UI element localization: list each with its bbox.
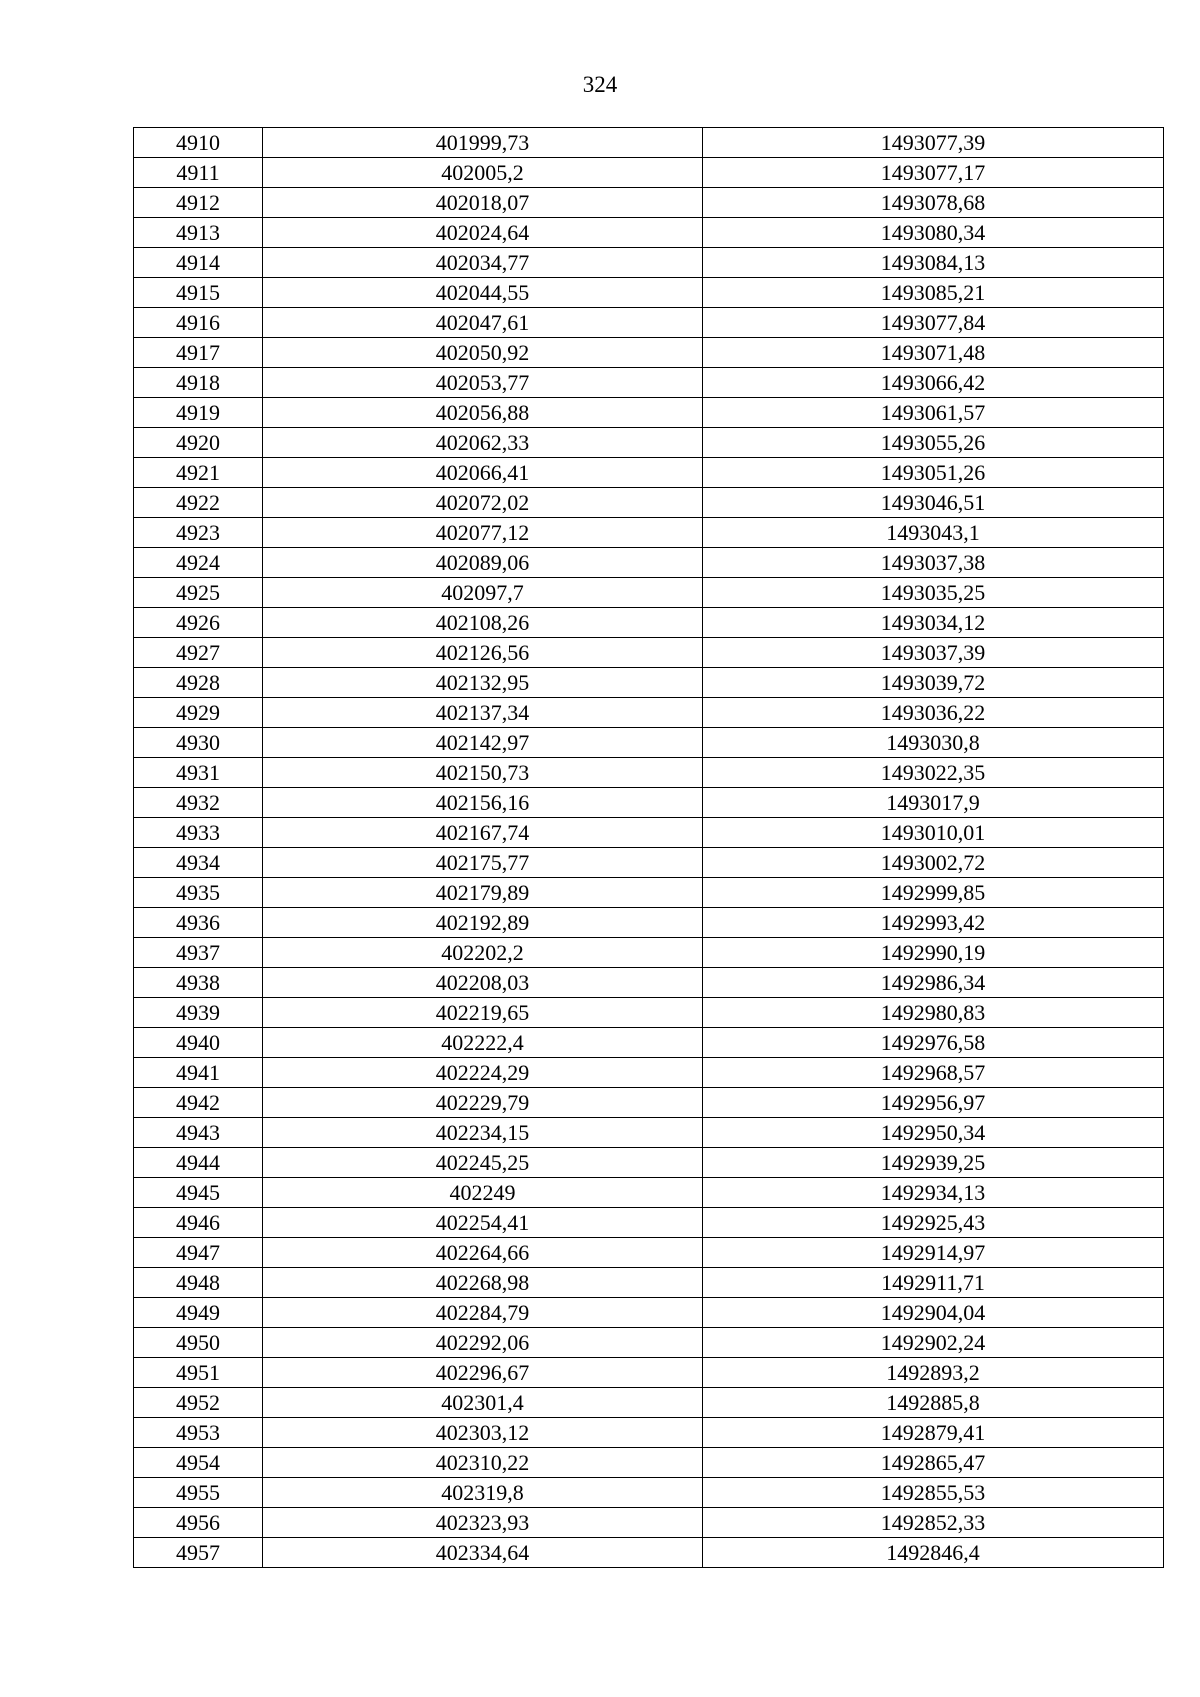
x-coordinate-cell: 402303,12	[263, 1418, 703, 1448]
x-coordinate-cell: 402224,29	[263, 1058, 703, 1088]
x-coordinate-cell: 402132,95	[263, 668, 703, 698]
table-row	[134, 1478, 1164, 1508]
point-number-cell: 4930	[134, 728, 263, 758]
y-coordinate-cell: 1492855,53	[703, 1478, 1164, 1508]
point-number-cell: 4911	[134, 158, 263, 188]
point-number-cell: 4941	[134, 1058, 263, 1088]
y-coordinate-cell: 1493071,48	[703, 338, 1164, 368]
y-coordinate-cell: 1493036,22	[703, 698, 1164, 728]
y-coordinate-cell: 1492879,41	[703, 1418, 1164, 1448]
table-row	[134, 1358, 1164, 1388]
point-number-cell: 4915	[134, 278, 263, 308]
point-number-cell: 4924	[134, 548, 263, 578]
x-coordinate-cell: 402245,25	[263, 1148, 703, 1178]
y-coordinate-cell: 1492986,34	[703, 968, 1164, 998]
x-coordinate-cell: 402126,56	[263, 638, 703, 668]
point-number-cell: 4944	[134, 1148, 263, 1178]
point-number-cell: 4920	[134, 428, 263, 458]
point-number-cell: 4922	[134, 488, 263, 518]
x-coordinate-cell: 402050,92	[263, 338, 703, 368]
point-number-cell: 4913	[134, 218, 263, 248]
point-number-cell: 4923	[134, 518, 263, 548]
table-row	[134, 638, 1164, 668]
y-coordinate-cell: 1493037,39	[703, 638, 1164, 668]
x-coordinate-cell: 402249	[263, 1178, 703, 1208]
point-number-cell: 4946	[134, 1208, 263, 1238]
y-coordinate-cell: 1492968,57	[703, 1058, 1164, 1088]
point-number-cell: 4937	[134, 938, 263, 968]
x-coordinate-cell: 401999,73	[263, 128, 703, 158]
table-row	[134, 248, 1164, 278]
point-number-cell: 4931	[134, 758, 263, 788]
point-number-cell: 4936	[134, 908, 263, 938]
y-coordinate-cell: 1493039,72	[703, 668, 1164, 698]
table-row	[134, 338, 1164, 368]
y-coordinate-cell: 1493080,34	[703, 218, 1164, 248]
table-row	[134, 1058, 1164, 1088]
x-coordinate-cell: 402044,55	[263, 278, 703, 308]
x-coordinate-cell: 402066,41	[263, 458, 703, 488]
point-number-cell: 4928	[134, 668, 263, 698]
point-number-cell: 4938	[134, 968, 263, 998]
y-coordinate-cell: 1492993,42	[703, 908, 1164, 938]
table-row	[134, 1148, 1164, 1178]
y-coordinate-cell: 1493022,35	[703, 758, 1164, 788]
table-row	[134, 1238, 1164, 1268]
table-row	[134, 518, 1164, 548]
table-row	[134, 488, 1164, 518]
point-number-cell: 4927	[134, 638, 263, 668]
table-row	[134, 698, 1164, 728]
point-number-cell: 4914	[134, 248, 263, 278]
x-coordinate-cell: 402296,67	[263, 1358, 703, 1388]
page-number: 324	[582, 72, 618, 97]
y-coordinate-cell: 1492914,97	[703, 1238, 1164, 1268]
x-coordinate-cell: 402024,64	[263, 218, 703, 248]
x-coordinate-cell: 402077,12	[263, 518, 703, 548]
point-number-cell: 4926	[134, 608, 263, 638]
table-row	[134, 1298, 1164, 1328]
table-row	[134, 428, 1164, 458]
x-coordinate-cell: 402208,03	[263, 968, 703, 998]
y-coordinate-cell: 1493002,72	[703, 848, 1164, 878]
y-coordinate-cell: 1493077,84	[703, 308, 1164, 338]
table-row	[134, 1418, 1164, 1448]
point-number-cell: 4929	[134, 698, 263, 728]
point-number-cell: 4935	[134, 878, 263, 908]
y-coordinate-cell: 1493084,13	[703, 248, 1164, 278]
y-coordinate-cell: 1493017,9	[703, 788, 1164, 818]
table-row	[134, 758, 1164, 788]
x-coordinate-cell: 402234,15	[263, 1118, 703, 1148]
point-number-cell: 4943	[134, 1118, 263, 1148]
y-coordinate-cell: 1492904,04	[703, 1298, 1164, 1328]
point-number-cell: 4947	[134, 1238, 263, 1268]
table-row	[134, 818, 1164, 848]
y-coordinate-cell: 1492902,24	[703, 1328, 1164, 1358]
table-row	[134, 908, 1164, 938]
x-coordinate-cell: 402142,97	[263, 728, 703, 758]
table-row	[134, 1118, 1164, 1148]
x-coordinate-cell: 402229,79	[263, 1088, 703, 1118]
table-row	[134, 368, 1164, 398]
point-number-cell: 4952	[134, 1388, 263, 1418]
table-row	[134, 398, 1164, 428]
point-number-cell: 4919	[134, 398, 263, 428]
point-number-cell: 4948	[134, 1268, 263, 1298]
point-number-cell: 4934	[134, 848, 263, 878]
x-coordinate-cell: 402156,16	[263, 788, 703, 818]
table-row	[134, 608, 1164, 638]
y-coordinate-cell: 1493055,26	[703, 428, 1164, 458]
y-coordinate-cell: 1492950,34	[703, 1118, 1164, 1148]
y-coordinate-cell: 1492939,25	[703, 1148, 1164, 1178]
y-coordinate-cell: 1493046,51	[703, 488, 1164, 518]
x-coordinate-cell: 402018,07	[263, 188, 703, 218]
table-row	[134, 1328, 1164, 1358]
y-coordinate-cell: 1492925,43	[703, 1208, 1164, 1238]
y-coordinate-cell: 1493010,01	[703, 818, 1164, 848]
y-coordinate-cell: 1493030,8	[703, 728, 1164, 758]
table-row	[134, 218, 1164, 248]
x-coordinate-cell: 402284,79	[263, 1298, 703, 1328]
point-number-cell: 4950	[134, 1328, 263, 1358]
x-coordinate-cell: 402056,88	[263, 398, 703, 428]
table-row	[134, 1178, 1164, 1208]
point-number-cell: 4953	[134, 1418, 263, 1448]
point-number-cell: 4916	[134, 308, 263, 338]
point-number-cell: 4955	[134, 1478, 263, 1508]
x-coordinate-cell: 402264,66	[263, 1238, 703, 1268]
x-coordinate-cell: 402192,89	[263, 908, 703, 938]
x-coordinate-cell: 402319,8	[263, 1478, 703, 1508]
table-row	[134, 878, 1164, 908]
table-row	[134, 938, 1164, 968]
x-coordinate-cell: 402310,22	[263, 1448, 703, 1478]
table-row	[134, 728, 1164, 758]
point-number-cell: 4917	[134, 338, 263, 368]
x-coordinate-cell: 402072,02	[263, 488, 703, 518]
point-number-cell: 4921	[134, 458, 263, 488]
x-coordinate-cell: 402334,64	[263, 1538, 703, 1568]
y-coordinate-cell: 1493061,57	[703, 398, 1164, 428]
table-row	[134, 278, 1164, 308]
table-row	[134, 1448, 1164, 1478]
table-row	[134, 158, 1164, 188]
point-number-cell: 4957	[134, 1538, 263, 1568]
table-row	[134, 788, 1164, 818]
table-row	[134, 128, 1164, 158]
point-number-cell: 4951	[134, 1358, 263, 1388]
x-coordinate-cell: 402175,77	[263, 848, 703, 878]
x-coordinate-cell: 402047,61	[263, 308, 703, 338]
y-coordinate-cell: 1493035,25	[703, 578, 1164, 608]
y-coordinate-cell: 1492885,8	[703, 1388, 1164, 1418]
y-coordinate-cell: 1492852,33	[703, 1508, 1164, 1538]
point-number-cell: 4918	[134, 368, 263, 398]
table-row	[134, 1208, 1164, 1238]
y-coordinate-cell: 1492999,85	[703, 878, 1164, 908]
y-coordinate-cell: 1493034,12	[703, 608, 1164, 638]
x-coordinate-cell: 402137,34	[263, 698, 703, 728]
point-number-cell: 4949	[134, 1298, 263, 1328]
table-row	[134, 188, 1164, 218]
y-coordinate-cell: 1493043,1	[703, 518, 1164, 548]
x-coordinate-cell: 402089,06	[263, 548, 703, 578]
point-number-cell: 4942	[134, 1088, 263, 1118]
y-coordinate-cell: 1493037,38	[703, 548, 1164, 578]
point-number-cell: 4910	[134, 128, 263, 158]
table-row	[134, 458, 1164, 488]
y-coordinate-cell: 1492934,13	[703, 1178, 1164, 1208]
y-coordinate-cell: 1492893,2	[703, 1358, 1164, 1388]
x-coordinate-cell: 402034,77	[263, 248, 703, 278]
table-row	[134, 1388, 1164, 1418]
point-number-cell: 4940	[134, 1028, 263, 1058]
coordinates-table-body	[134, 128, 1164, 1568]
y-coordinate-cell: 1492846,4	[703, 1538, 1164, 1568]
table-row	[134, 548, 1164, 578]
y-coordinate-cell: 1492865,47	[703, 1448, 1164, 1478]
x-coordinate-cell: 402292,06	[263, 1328, 703, 1358]
y-coordinate-cell: 1493077,39	[703, 128, 1164, 158]
point-number-cell: 4933	[134, 818, 263, 848]
x-coordinate-cell: 402222,4	[263, 1028, 703, 1058]
y-coordinate-cell: 1492956,97	[703, 1088, 1164, 1118]
point-number-cell: 4925	[134, 578, 263, 608]
y-coordinate-cell: 1493051,26	[703, 458, 1164, 488]
point-number-cell: 4954	[134, 1448, 263, 1478]
x-coordinate-cell: 402202,2	[263, 938, 703, 968]
table-row	[134, 578, 1164, 608]
x-coordinate-cell: 402108,26	[263, 608, 703, 638]
table-row	[134, 1028, 1164, 1058]
table-row	[134, 668, 1164, 698]
table-row	[134, 848, 1164, 878]
table-row	[134, 998, 1164, 1028]
y-coordinate-cell: 1493077,17	[703, 158, 1164, 188]
y-coordinate-cell: 1492911,71	[703, 1268, 1164, 1298]
coordinates-table	[133, 127, 1164, 1568]
table-row	[134, 308, 1164, 338]
table-row	[134, 968, 1164, 998]
point-number-cell: 4912	[134, 188, 263, 218]
y-coordinate-cell: 1493078,68	[703, 188, 1164, 218]
table-row	[134, 1088, 1164, 1118]
table-row	[134, 1508, 1164, 1538]
x-coordinate-cell: 402062,33	[263, 428, 703, 458]
table-row	[134, 1538, 1164, 1568]
x-coordinate-cell: 402053,77	[263, 368, 703, 398]
point-number-cell: 4945	[134, 1178, 263, 1208]
x-coordinate-cell: 402301,4	[263, 1388, 703, 1418]
y-coordinate-cell: 1492976,58	[703, 1028, 1164, 1058]
y-coordinate-cell: 1492990,19	[703, 938, 1164, 968]
x-coordinate-cell: 402323,93	[263, 1508, 703, 1538]
y-coordinate-cell: 1492980,83	[703, 998, 1164, 1028]
y-coordinate-cell: 1493085,21	[703, 278, 1164, 308]
point-number-cell: 4939	[134, 998, 263, 1028]
x-coordinate-cell: 402005,2	[263, 158, 703, 188]
y-coordinate-cell: 1493066,42	[703, 368, 1164, 398]
table-row	[134, 1268, 1164, 1298]
x-coordinate-cell: 402150,73	[263, 758, 703, 788]
x-coordinate-cell: 402268,98	[263, 1268, 703, 1298]
point-number-cell: 4932	[134, 788, 263, 818]
point-number-cell: 4956	[134, 1508, 263, 1538]
x-coordinate-cell: 402179,89	[263, 878, 703, 908]
x-coordinate-cell: 402167,74	[263, 818, 703, 848]
x-coordinate-cell: 402219,65	[263, 998, 703, 1028]
x-coordinate-cell: 402097,7	[263, 578, 703, 608]
x-coordinate-cell: 402254,41	[263, 1208, 703, 1238]
